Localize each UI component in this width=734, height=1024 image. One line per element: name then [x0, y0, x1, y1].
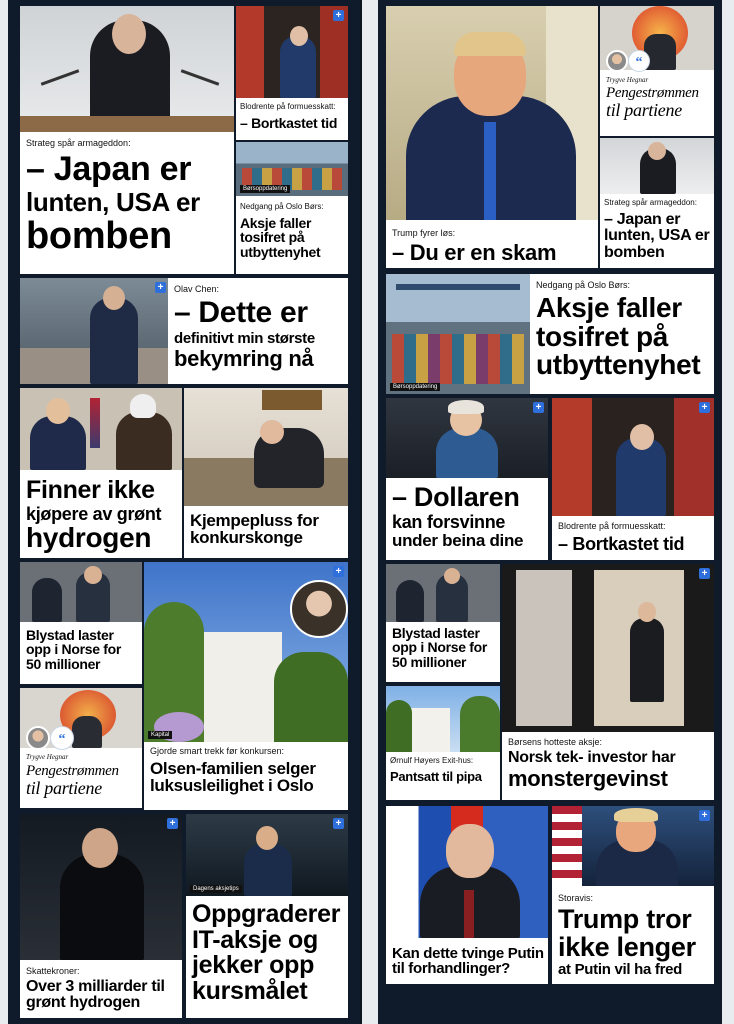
article-headline[interactable]: – Bortkastet tid — [240, 115, 338, 131]
plus-icon: + — [699, 568, 710, 579]
category-tag: Kapital — [148, 731, 172, 739]
article-headline[interactable]: Oppgraderer IT-aksje og jekker opp kursmålet — [192, 900, 341, 1005]
plus-icon: + — [167, 818, 178, 829]
article-card-chen[interactable] — [20, 278, 348, 384]
article-card-pipa[interactable] — [386, 686, 500, 800]
article-headline[interactable]: Aksje faller tosifret på utbyttenyhet — [240, 215, 321, 260]
article-image — [386, 564, 500, 622]
article-headline[interactable]: Kjempepluss for konkurskonge — [190, 511, 319, 548]
article-card-monstergevinst[interactable] — [502, 564, 714, 800]
article-kicker: Storavis: — [558, 893, 594, 903]
article-card-konkurskonge[interactable] — [184, 388, 348, 558]
article-image — [236, 6, 348, 98]
article-image — [144, 562, 348, 742]
article-headline[interactable]: Aksje faller tosifret på utbyttenyhet — [536, 292, 701, 381]
article-headline[interactable]: – Japan er lunten, USA er bomben — [26, 150, 200, 258]
author-name: Trygve Hegnar — [606, 76, 649, 84]
article-image — [386, 274, 530, 394]
author-name: Trygve Hegnar — [26, 753, 69, 761]
quote-icon: “ — [50, 726, 74, 750]
article-card-aksje[interactable] — [386, 274, 714, 394]
article-kicker: Nedgang på Oslo Børs: — [536, 280, 631, 290]
category-tag: Dagens aksjetips — [190, 885, 242, 893]
plus-icon: + — [699, 810, 710, 821]
article-card-hydrogen[interactable] — [20, 388, 182, 558]
article-headline[interactable]: – Dollaren kan forsvinne under beina dine — [392, 482, 524, 550]
article-kicker: Nedgang på Oslo Børs: — [240, 202, 324, 211]
category-tag: Børsoppdatering — [390, 383, 440, 391]
article-image — [20, 6, 234, 132]
article-headline[interactable]: Over 3 milliarder til grønt hydrogen — [26, 978, 165, 1012]
article-card-trump[interactable] — [386, 6, 598, 268]
article-kicker: Gjorde smart trekk før konkursen: — [150, 746, 285, 756]
plus-icon: + — [333, 566, 344, 577]
article-image — [600, 138, 714, 194]
author-avatar — [606, 50, 628, 72]
author-avatar — [26, 726, 50, 750]
article-kicker: Ørnulf Høyers Exit-hus: — [390, 756, 474, 765]
article-image — [20, 388, 182, 470]
article-image — [186, 814, 348, 896]
article-card-putin[interactable] — [386, 806, 548, 984]
article-headline[interactable]: Pengestrømmen til partiene — [26, 763, 119, 799]
left-feed-column — [8, 0, 362, 1024]
article-image — [502, 564, 714, 732]
article-image — [20, 562, 142, 622]
article-card-pengestrommen[interactable] — [20, 688, 142, 808]
article-card-dollaren[interactable] — [386, 398, 548, 560]
article-card-skattekroner[interactable] — [20, 814, 182, 1018]
article-headline[interactable]: – Du er en skam — [392, 240, 557, 265]
article-kicker: Blodrente på formuesskatt: — [558, 521, 666, 531]
plus-icon: + — [533, 402, 544, 413]
category-tag: Børsoppdatering — [240, 185, 290, 193]
article-headline[interactable]: Kan dette tvinge Putin til forhandlinger? — [392, 945, 544, 978]
article-image — [20, 814, 182, 960]
article-headline[interactable]: Finner ikke kjøpere av grønt hydrogen — [26, 476, 162, 553]
article-headline[interactable]: Blystad laster opp i Norse for 50 millioner — [392, 625, 488, 670]
article-card-formuesskatt[interactable] — [552, 398, 714, 560]
article-card-blystad[interactable] — [20, 562, 142, 684]
article-image — [552, 398, 714, 516]
article-headline[interactable]: – Japan er lunten, USA er bomben — [604, 211, 710, 261]
article-image — [20, 278, 168, 384]
article-kicker: Olav Chen: — [174, 284, 220, 294]
article-card-japan[interactable] — [600, 138, 714, 268]
article-card-olsen[interactable] — [144, 562, 348, 810]
article-card-aksje[interactable] — [236, 142, 348, 274]
article-image — [386, 686, 500, 752]
article-card-storavis[interactable] — [552, 806, 714, 984]
plus-icon: + — [699, 402, 710, 413]
plus-icon: + — [155, 282, 166, 293]
article-kicker: Strateg spår armageddon: — [26, 138, 131, 148]
article-headline[interactable]: Norsk tek- investor har monstergevinst — [508, 749, 676, 792]
article-image — [184, 388, 348, 506]
article-headline[interactable]: Trump tror ikke lenger at Putin vil ha fred — [558, 904, 696, 979]
article-kicker: Skattekroner: — [26, 966, 80, 976]
author-avatar — [290, 580, 348, 638]
article-card-blystad[interactable] — [386, 564, 500, 682]
article-headline[interactable]: Pengestrømmen til partiene — [606, 85, 699, 121]
article-headline[interactable]: – Dette er definitivt min største bekymring nå — [174, 296, 315, 371]
plus-icon: + — [333, 10, 344, 21]
article-image — [386, 398, 548, 478]
quote-icon: “ — [628, 50, 650, 72]
plus-icon: + — [333, 818, 344, 829]
article-kicker: Børsens hotteste aksje: — [508, 737, 603, 747]
article-card-pengestrommen[interactable] — [600, 6, 714, 136]
article-card-japan[interactable] — [20, 6, 234, 274]
article-image — [552, 806, 714, 886]
article-headline[interactable]: Pantsatt til pipa — [390, 769, 482, 784]
article-image — [236, 142, 348, 196]
article-headline[interactable]: – Bortkastet tid — [558, 534, 685, 554]
article-kicker: Blodrente på formuesskatt: — [240, 102, 336, 111]
article-card-formuesskatt[interactable] — [236, 6, 348, 140]
article-card-it-aksje[interactable] — [186, 814, 348, 1018]
article-image — [386, 6, 598, 220]
article-image — [386, 806, 548, 938]
article-kicker: Strateg spår armageddon: — [604, 198, 697, 207]
article-headline[interactable]: Blystad laster opp i Norse for 50 millioner — [26, 627, 122, 672]
article-kicker: Trump fyrer løs: — [392, 228, 456, 238]
right-feed-column — [378, 0, 722, 1024]
article-headline[interactable]: Olsen-familien selger luksusleilighet i Oslo — [150, 759, 316, 796]
